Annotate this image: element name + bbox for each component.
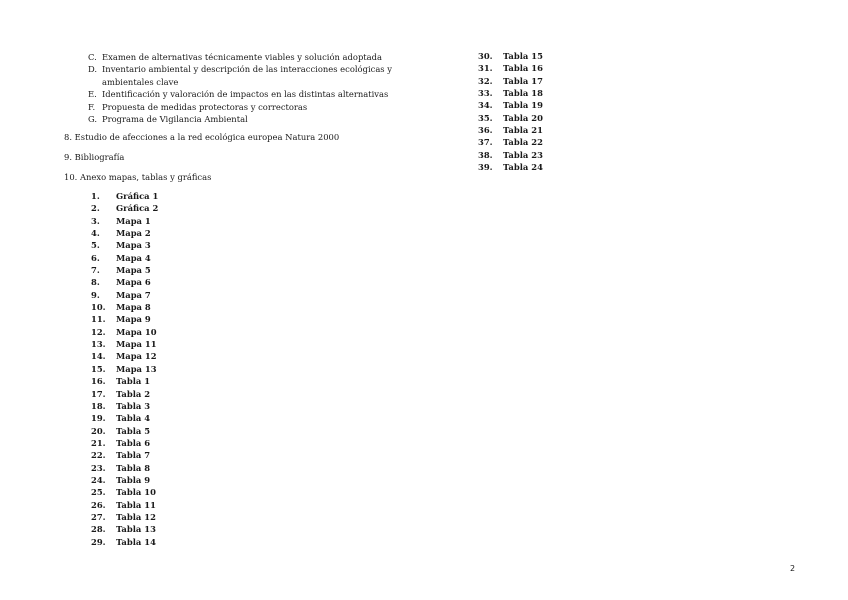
annex-item-label: Tabla 21 (503, 125, 543, 136)
annex-item-label: Tabla 1 (116, 376, 151, 387)
annex-item-number: 6. (91, 252, 100, 263)
section-heading-9: 9. Bibliografía (64, 152, 125, 162)
annex-item-label: Tabla 17 (503, 75, 543, 86)
annex-item-number: 7. (91, 265, 100, 276)
annex-item-label: Tabla 9 (116, 474, 151, 485)
annex-item-number: 26. (91, 499, 106, 510)
annex-item-label: Tabla 8 (116, 462, 151, 473)
annex-item-number: 18. (91, 400, 106, 411)
annex-item-label: Tabla 11 (116, 499, 156, 510)
annex-list-item (91, 486, 158, 498)
annex-item-number: 35. (478, 112, 493, 123)
annex-item-number: 24. (91, 474, 106, 485)
annex-item-label: Tabla 5 (116, 425, 151, 436)
annex-list-item (478, 50, 543, 62)
annex-list-item (478, 149, 543, 161)
annex-item-number: 15. (91, 363, 106, 374)
annex-item-label: Tabla 19 (503, 100, 543, 111)
annex-item-number: 39. (478, 162, 493, 173)
annex-item-label: Mapa 8 (116, 302, 151, 313)
annex-item-number: 9. (91, 289, 100, 300)
annex-list-item (91, 511, 158, 523)
annex-item-label: Mapa 2 (116, 228, 151, 239)
annex-list-item (91, 301, 158, 313)
annex-item-label: Mapa 3 (116, 240, 151, 251)
annex-list-item (478, 75, 543, 87)
subsection-label: D. (88, 64, 98, 75)
annex-item-number: 22. (91, 450, 106, 461)
annex-item-label: Tabla 24 (503, 162, 543, 173)
annex-list-item (91, 412, 158, 424)
annex-item-label: Tabla 6 (116, 437, 151, 448)
annex-list-item (91, 289, 158, 301)
annex-item-number: 5. (91, 240, 100, 251)
annex-list-item (478, 87, 543, 99)
annex-item-label: Tabla 20 (503, 112, 543, 123)
annex-item-number: 2. (91, 203, 100, 214)
annex-item-number: 34. (478, 100, 493, 111)
annex-list-item (91, 190, 158, 202)
annex-list-item (91, 276, 158, 288)
annex-item-number: 37. (478, 137, 493, 148)
subsection-label: C. (88, 52, 97, 62)
annex-item-number: 1. (91, 191, 100, 201)
annex-list-item (91, 239, 158, 251)
annex-item-label: Mapa 7 (116, 289, 151, 300)
annex-item-label: Gráfica 2 (116, 203, 159, 214)
annex-item-label: Tabla 10 (116, 487, 156, 498)
annex-item-label: Tabla 7 (116, 450, 151, 461)
annex-list-item (91, 215, 158, 227)
section-heading-8: 8. Estudio de afecciones a la red ecológica europea Natura 2000 (64, 132, 340, 142)
annex-list-item (91, 523, 158, 535)
annex-list-item (91, 363, 158, 375)
annex-item-label: Tabla 22 (503, 137, 543, 148)
annex-list-item (91, 474, 158, 486)
annex-item-label: Mapa 1 (116, 215, 151, 226)
annex-item-number: 13. (91, 339, 106, 350)
annex-item-label: Mapa 9 (116, 314, 151, 325)
annex-list-item (478, 136, 543, 148)
annex-item-label: Mapa 10 (116, 326, 157, 337)
subsection-text: Identificación y valoración de impactos en las distintas alternativas (102, 89, 389, 100)
annex-list-item (91, 499, 158, 511)
annex-item-number: 3. (91, 215, 100, 226)
annex-item-number: 12. (91, 326, 106, 337)
annex-item-number: 8. (91, 277, 100, 288)
annex-item-number: 28. (91, 524, 106, 535)
annex-list-item (478, 99, 543, 111)
annex-item-label: Tabla 14 (116, 536, 156, 547)
annex-item-label: Mapa 4 (116, 252, 151, 263)
annex-list-right (478, 50, 543, 173)
annex-item-label: Tabla 16 (503, 63, 543, 74)
annex-list-item (91, 264, 158, 276)
annex-list-item (91, 313, 158, 325)
annex-item-label: Tabla 2 (116, 388, 151, 399)
subsection-text: Programa de Vigilancia Ambiental (102, 114, 248, 125)
annex-item-label: Mapa 5 (116, 265, 151, 276)
subsection-text: Propuesta de medidas protectoras y correctoras (102, 101, 308, 112)
subsection-text: Examen de alternativas técnicamente viables y solución adoptada (102, 52, 383, 62)
annex-list-item (91, 227, 158, 239)
annex-list-item (91, 425, 158, 437)
annex-list-item (91, 326, 158, 338)
subsection-item-d (88, 63, 418, 88)
annex-list-item (91, 400, 158, 412)
annex-item-number: 11. (91, 314, 106, 325)
annex-item-number: 4. (91, 228, 100, 239)
annex-item-label: Mapa 11 (116, 339, 157, 350)
annex-list-item (478, 62, 543, 74)
subsection-label: G. (88, 114, 98, 125)
annex-item-label: Tabla 3 (116, 400, 151, 411)
annex-item-number: 27. (91, 511, 106, 522)
annex-item-label: Gráfica 1 (116, 191, 159, 201)
subsection-item-g (88, 113, 418, 125)
subsection-item-f (88, 101, 418, 113)
annex-item-label: Mapa 13 (116, 363, 157, 374)
annex-list-item (91, 462, 158, 474)
annex-list-item (91, 449, 158, 461)
annex-list-item (91, 388, 158, 400)
annex-item-number: 17. (91, 388, 106, 399)
annex-item-label: Tabla 12 (116, 511, 156, 522)
annex-list-item (478, 112, 543, 124)
annex-item-number: 21. (91, 437, 106, 448)
annex-item-number: 20. (91, 425, 106, 436)
annex-list-item (91, 202, 158, 214)
annex-item-number: 23. (91, 462, 106, 473)
annex-item-number: 33. (478, 88, 493, 99)
annex-item-label: Tabla 18 (503, 88, 543, 99)
subsection-label: E. (88, 89, 97, 100)
annex-item-number: 19. (91, 413, 106, 424)
subsection-label: F. (88, 101, 96, 112)
annex-item-number: 30. (478, 51, 493, 61)
annex-item-number: 14. (91, 351, 106, 362)
annex-item-label: Mapa 6 (116, 277, 151, 288)
annex-item-label: Tabla 15 (503, 51, 543, 61)
annex-list-item (478, 161, 543, 173)
annex-item-number: 10. (91, 302, 106, 313)
annex-item-number: 38. (478, 149, 493, 160)
annex-list-item (478, 124, 543, 136)
subsection-text: Inventario ambiental y descripción de las interacciones ecológicas y ambientales clave (102, 64, 393, 87)
subsection-item-c (88, 51, 418, 63)
annex-list-item (91, 350, 158, 362)
annex-item-number: 36. (478, 125, 493, 136)
annex-item-number: 25. (91, 487, 106, 498)
section-heading-10: 10. Anexo mapas, tablas y gráficas (64, 172, 212, 182)
page-number: 2 (790, 564, 796, 573)
subsection-item-e (88, 88, 418, 100)
annex-item-number: 16. (91, 376, 106, 387)
annex-item-label: Tabla 23 (503, 149, 543, 160)
annex-list-left (91, 190, 158, 548)
annex-item-label: Tabla 13 (116, 524, 156, 535)
subsection-list (88, 51, 418, 125)
annex-list-item (91, 252, 158, 264)
annex-item-number: 32. (478, 75, 493, 86)
annex-item-number: 31. (478, 63, 493, 74)
annex-list-item (91, 536, 158, 548)
annex-list-item (91, 375, 158, 387)
annex-item-number: 29. (91, 536, 106, 547)
annex-item-label: Tabla 4 (116, 413, 151, 424)
annex-list-item (91, 338, 158, 350)
annex-list-item (91, 437, 158, 449)
annex-item-label: Mapa 12 (116, 351, 157, 362)
